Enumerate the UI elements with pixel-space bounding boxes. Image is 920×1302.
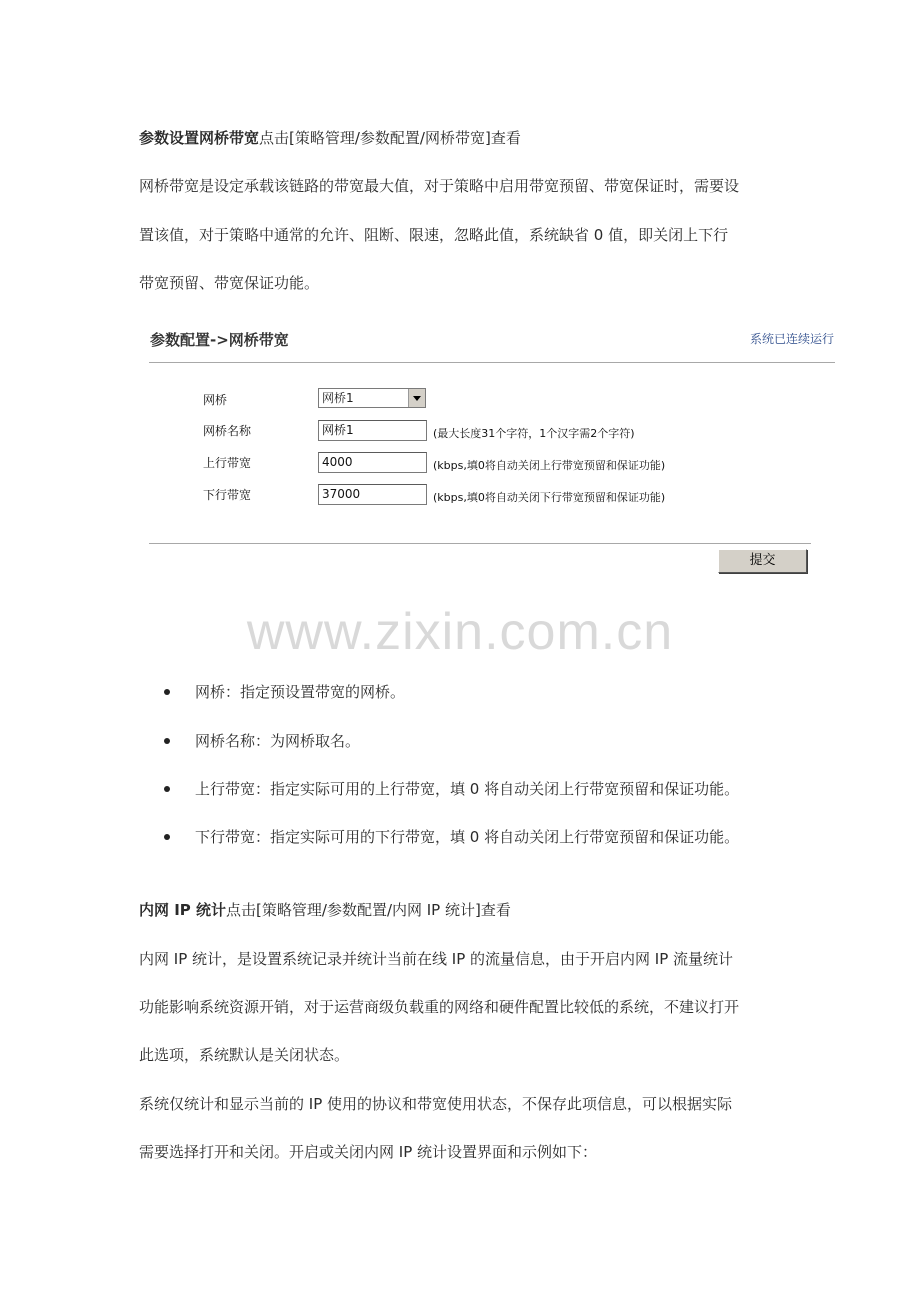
downstream-bandwidth-input[interactable]: 37000 — [318, 484, 427, 505]
upstream-bandwidth-input[interactable]: 4000 — [318, 452, 427, 473]
paragraph-line: 网桥带宽是设定承载该链路的带宽最大值，对于策略中启用带宽预留、带宽保证时，需要设 — [139, 177, 740, 195]
paragraph-line: 系统仅统计和显示当前的 IP 使用的协议和带宽使用状态，不保存此项信息，可以根据实际 — [139, 1095, 733, 1113]
list-item: 下行带宽：指定实际可用的下行带宽，填 0 将自动关闭上行带宽预留和保证功能。 — [195, 828, 740, 846]
system-uptime-status: 系统已连续运行 — [749, 332, 834, 346]
paragraph-line: 置该值，对于策略中通常的允许、阻断、限速，忽略此值，系统缺省 0 值，即关闭上下行 — [139, 226, 729, 244]
list-item: 网桥：指定预设置带宽的网桥。 — [195, 683, 406, 701]
bullet-icon — [164, 689, 170, 695]
heading-bold: 内网 IP 统计 — [139, 901, 227, 919]
divider — [149, 543, 811, 544]
upstream-bandwidth-hint: (kbps,填0将自动关闭上行带宽预留和保证功能) — [433, 459, 666, 472]
downstream-bandwidth-label: 下行带宽 — [203, 488, 252, 502]
paragraph-line: 功能影响系统资源开销，对于运营商级负载重的网络和硬件配置比较低的系统，不建议打开 — [139, 998, 740, 1016]
section-heading — [139, 900, 511, 920]
heading-bold: 参数设置网桥带宽 — [139, 129, 260, 147]
bridge-name-input[interactable]: 网桥1 — [318, 420, 427, 441]
paragraph-line: 内网 IP 统计，是设置系统记录并统计当前在线 IP 的流量信息，由于开启内网 IP 流量统计 — [139, 950, 734, 968]
paragraph-line: 带宽预留、带宽保证功能。 — [139, 274, 320, 292]
divider — [149, 362, 835, 363]
downstream-bandwidth-hint: (kbps,填0将自动关闭下行带宽预留和保证功能) — [433, 491, 666, 504]
paragraph-line: 需要选择打开和关闭。开启或关闭内网 IP 统计设置界面和示例如下： — [139, 1143, 598, 1161]
list-item: 上行带宽：指定实际可用的上行带宽，填 0 将自动关闭上行带宽预留和保证功能。 — [195, 780, 740, 798]
bridge-select-value: 网桥1 — [322, 391, 354, 405]
heading-path: 点击[策略管理/参数配置/内网 IP 统计]查看 — [226, 901, 511, 919]
bridge-name-label: 网桥名称 — [203, 424, 252, 438]
watermark: www.zixin.com.cn — [246, 603, 674, 661]
bullet-icon — [164, 834, 170, 840]
heading-path: 点击[策略管理/参数配置/网桥带宽]查看 — [259, 129, 521, 147]
bullet-icon — [164, 738, 170, 744]
section-heading — [139, 128, 521, 148]
upstream-bandwidth-label: 上行带宽 — [203, 456, 252, 470]
chevron-down-icon[interactable] — [408, 389, 425, 407]
paragraph-line: 此选项，系统默认是关闭状态。 — [139, 1046, 350, 1064]
bridge-select[interactable] — [318, 388, 426, 408]
bridge-name-hint: (最大长度31个字符，1个汉字需2个字符) — [433, 427, 635, 440]
bullet-icon — [164, 786, 170, 792]
list-item: 网桥名称：为网桥取名。 — [195, 732, 361, 750]
bridge-label: 网桥 — [203, 393, 228, 407]
panel-title: 参数配置->网桥带宽 — [150, 331, 289, 349]
submit-button[interactable]: 提交 — [718, 549, 807, 573]
